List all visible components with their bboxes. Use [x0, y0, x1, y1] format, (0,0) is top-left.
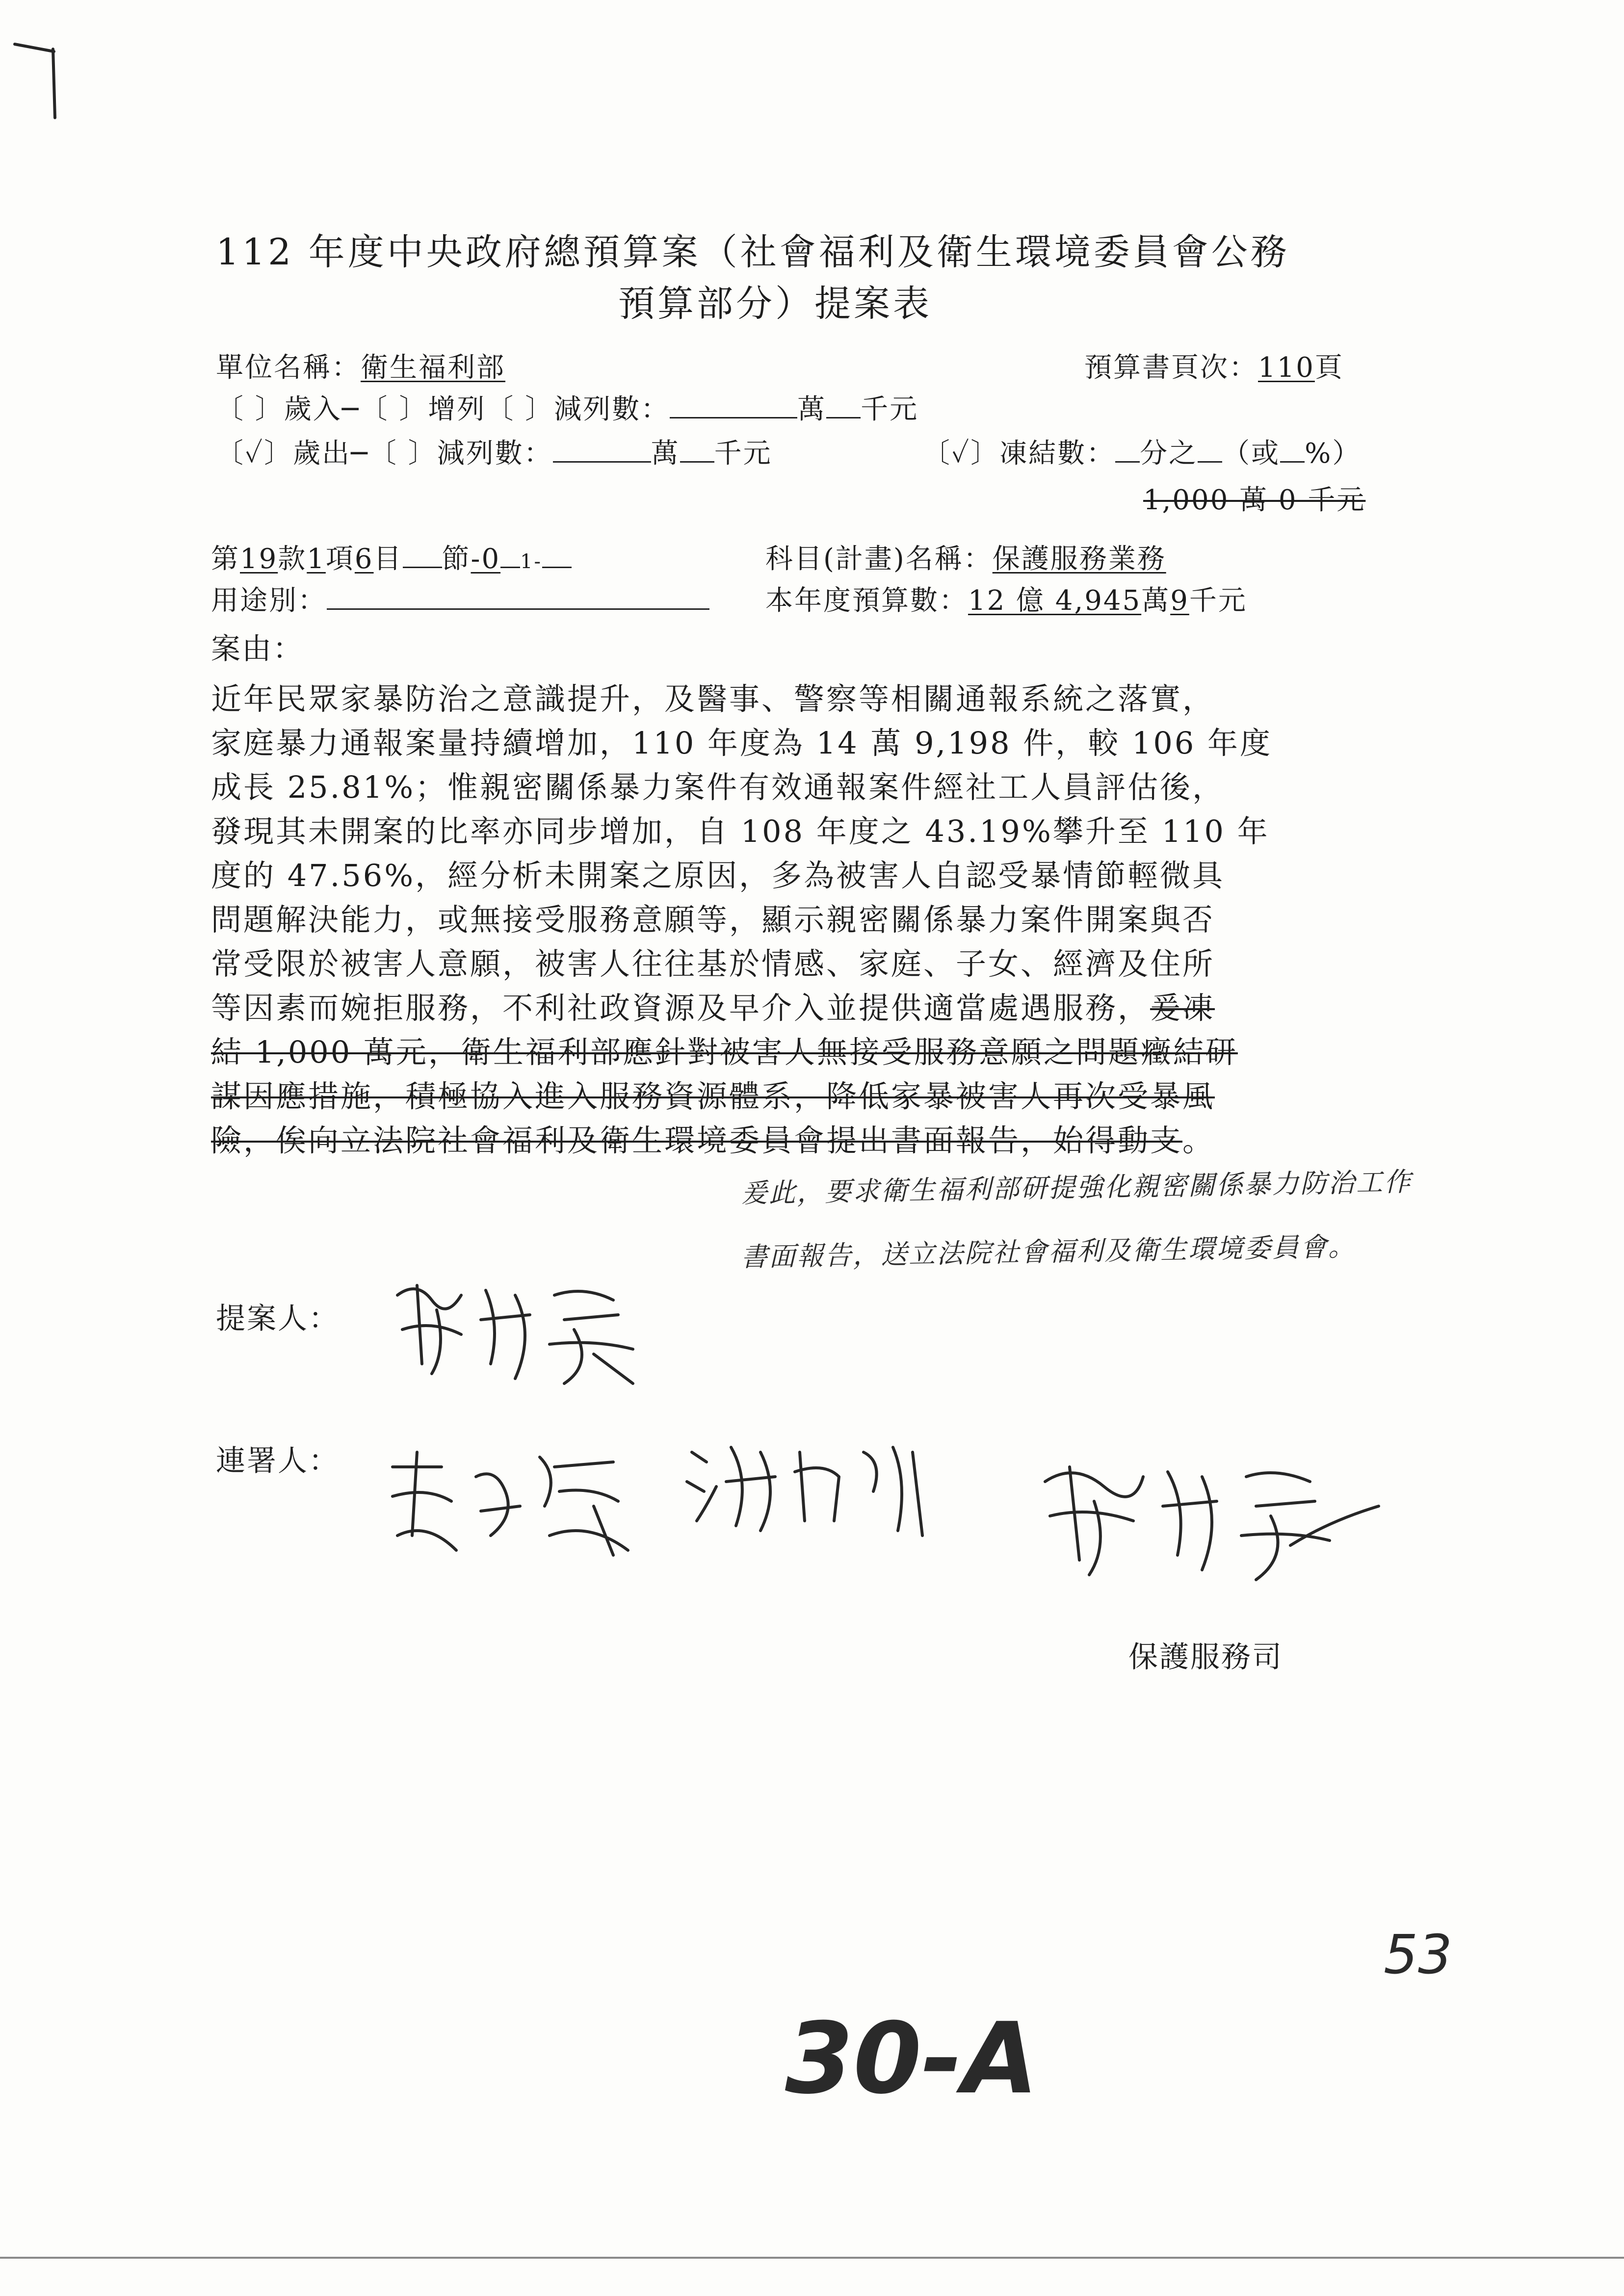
freeze-fraction-label: 分之	[1140, 438, 1198, 470]
annual-budget-wan: 萬	[1141, 585, 1171, 617]
budget-book-page-label: 預算書頁次：	[1084, 352, 1258, 384]
revenue-label: 〔 〕歲入─〔 〕增列〔 〕減列數：	[216, 393, 670, 425]
jie-blank-3	[542, 543, 572, 568]
scan-corner-mark	[10, 25, 64, 123]
reason-line-11	[211, 1116, 1215, 1160]
unit-name-row	[216, 346, 505, 385]
cosigner-signature-1	[383, 1437, 638, 1565]
subject-name-value: 保護服務業務	[992, 543, 1166, 575]
cosigner-signature-3	[1035, 1433, 1388, 1590]
reason-final-period: 。	[1182, 1122, 1215, 1158]
freeze-percent-label: %）	[1305, 438, 1362, 470]
reason-line-8-struck: 爰凍	[1150, 990, 1215, 1026]
jie-label: 節	[442, 543, 471, 575]
freeze-percent-blank	[1280, 438, 1305, 463]
jie-extra: 1-	[520, 550, 543, 573]
unit-name-value: 衛生福利部	[361, 352, 505, 384]
annual-budget-row	[765, 579, 1247, 618]
purpose-blank	[327, 585, 709, 610]
freeze-denominator-blank	[1115, 438, 1140, 463]
expense-wan-blank	[553, 438, 651, 463]
freeze-or-label: （或	[1222, 438, 1281, 470]
annual-budget-value: 12 億 4,945	[968, 585, 1142, 617]
reason-label: 案由：	[211, 632, 304, 666]
handwritten-note-line-1: 爰此，要求衛生福利部研提強化親密關係暴力防治工作	[740, 1166, 1413, 1209]
freeze-numerator-blank	[1198, 438, 1222, 463]
jie-blank-2	[500, 543, 520, 568]
handwritten-note-line-2: 書面報告，送立法院社會福利及衛生環境委員會。	[740, 1231, 1357, 1273]
jie-value: -0	[471, 543, 501, 575]
annual-budget-qian-value: 9	[1170, 585, 1189, 617]
cosigner-signature-2	[677, 1423, 932, 1540]
kuan-prefix: 第	[211, 543, 240, 575]
revenue-wan-label: 萬	[797, 393, 827, 425]
budget-book-page-row	[1084, 346, 1344, 385]
cosigner-label: 連署人：	[216, 1444, 340, 1478]
xiang-label: 項	[325, 543, 355, 575]
freeze-amount-struck: 1,000 萬 0 千元	[1143, 484, 1366, 516]
purpose-row	[211, 579, 709, 618]
reason-line-1: 近年民眾家暴防治之意識提升，及醫事、警察等相關通報系統之落實，	[211, 681, 1215, 717]
revenue-row	[216, 388, 918, 427]
expense-qian-blank	[680, 438, 714, 463]
mu-value: 6	[354, 543, 374, 575]
kuan-label: 款	[278, 543, 307, 575]
subject-name-row	[765, 537, 1166, 576]
expense-wan-label: 萬	[651, 438, 680, 470]
kuan-value: 19	[240, 543, 278, 575]
annual-budget-qian: 千元	[1189, 585, 1247, 617]
form-title-line-2: 預算部分）提案表	[618, 283, 932, 325]
xiang-value: 1	[307, 543, 326, 575]
expense-row	[216, 432, 772, 471]
expense-label: 〔✓〕歲出─〔 〕減列數：	[216, 438, 553, 470]
expense-qian-label: 千元	[714, 438, 772, 470]
reason-line-2: 家庭暴力通報案量持續增加，110 年度為 14 萬 9,198 件，較 106 年度	[211, 725, 1273, 761]
budget-classification-row	[211, 537, 572, 576]
page-number: 53	[1384, 1923, 1452, 1986]
reason-struck-line-2: 謀因應措施，積極協入進入服務資源體系，降低家暴被害人再次受暴風	[211, 1078, 1215, 1114]
purpose-label: 用途別：	[211, 585, 327, 617]
reason-line-8-text: 等因素而婉拒服務，不利社政資源及早介入並提供適當處遇服務，	[211, 990, 1151, 1026]
scan-bottom-edge	[0, 2257, 1624, 2259]
document-code: 30-A	[785, 2002, 1039, 2116]
subject-name-label: 科目(計畫)名稱：	[765, 543, 993, 575]
reason-line-4: 發現其未開案的比率亦同步增加，自 108 年度之 43.19%攀升至 110 年	[211, 813, 1270, 849]
reason-struck-line-3: 險，俟向立法院社會福利及衛生環境委員會提出書面報告，始得動支	[211, 1122, 1183, 1158]
reason-line-6: 問題解決能力，或無接受服務意願等，顯示親密關係暴力案件開案與否	[211, 902, 1215, 938]
reason-line-3: 成長 25.81%；惟親密關係暴力案件有效通報案件經社工人員評估後，	[211, 769, 1225, 805]
budget-book-page-value: 110	[1258, 352, 1315, 384]
unit-name-label: 單位名稱：	[216, 352, 361, 384]
reason-line-8	[211, 984, 1215, 1027]
department-stamp: 保護服務司	[1128, 1640, 1283, 1674]
form-title-line-1: 112 年度中央政府總預算案（社會福利及衛生環境委員會公務	[216, 231, 1290, 273]
proposer-signature	[388, 1266, 643, 1393]
revenue-qian-label: 千元	[861, 393, 919, 425]
reason-struck-line-1: 結 1,000 萬元，衛生福利部應針對被害人無接受服務意願之問題癥結研	[211, 1034, 1238, 1070]
budget-book-page-suffix: 頁	[1314, 352, 1344, 384]
reason-line-7: 常受限於被害人意願，被害人往往基於情感、家庭、子女、經濟及住所	[211, 946, 1215, 982]
jie-blank	[403, 543, 442, 568]
freeze-label: 〔✓〕凍結數：	[922, 438, 1116, 470]
freeze-row	[922, 432, 1361, 471]
revenue-wan-blank	[670, 393, 797, 418]
annual-budget-label: 本年度預算數：	[765, 585, 968, 617]
reason-line-5: 度的 47.56%，經分析未開案之原因，多為被害人自認受暴情節輕微具	[211, 858, 1225, 893]
revenue-qian-blank	[826, 393, 861, 418]
mu-label: 目	[373, 543, 403, 575]
proposer-label: 提案人：	[216, 1302, 340, 1336]
